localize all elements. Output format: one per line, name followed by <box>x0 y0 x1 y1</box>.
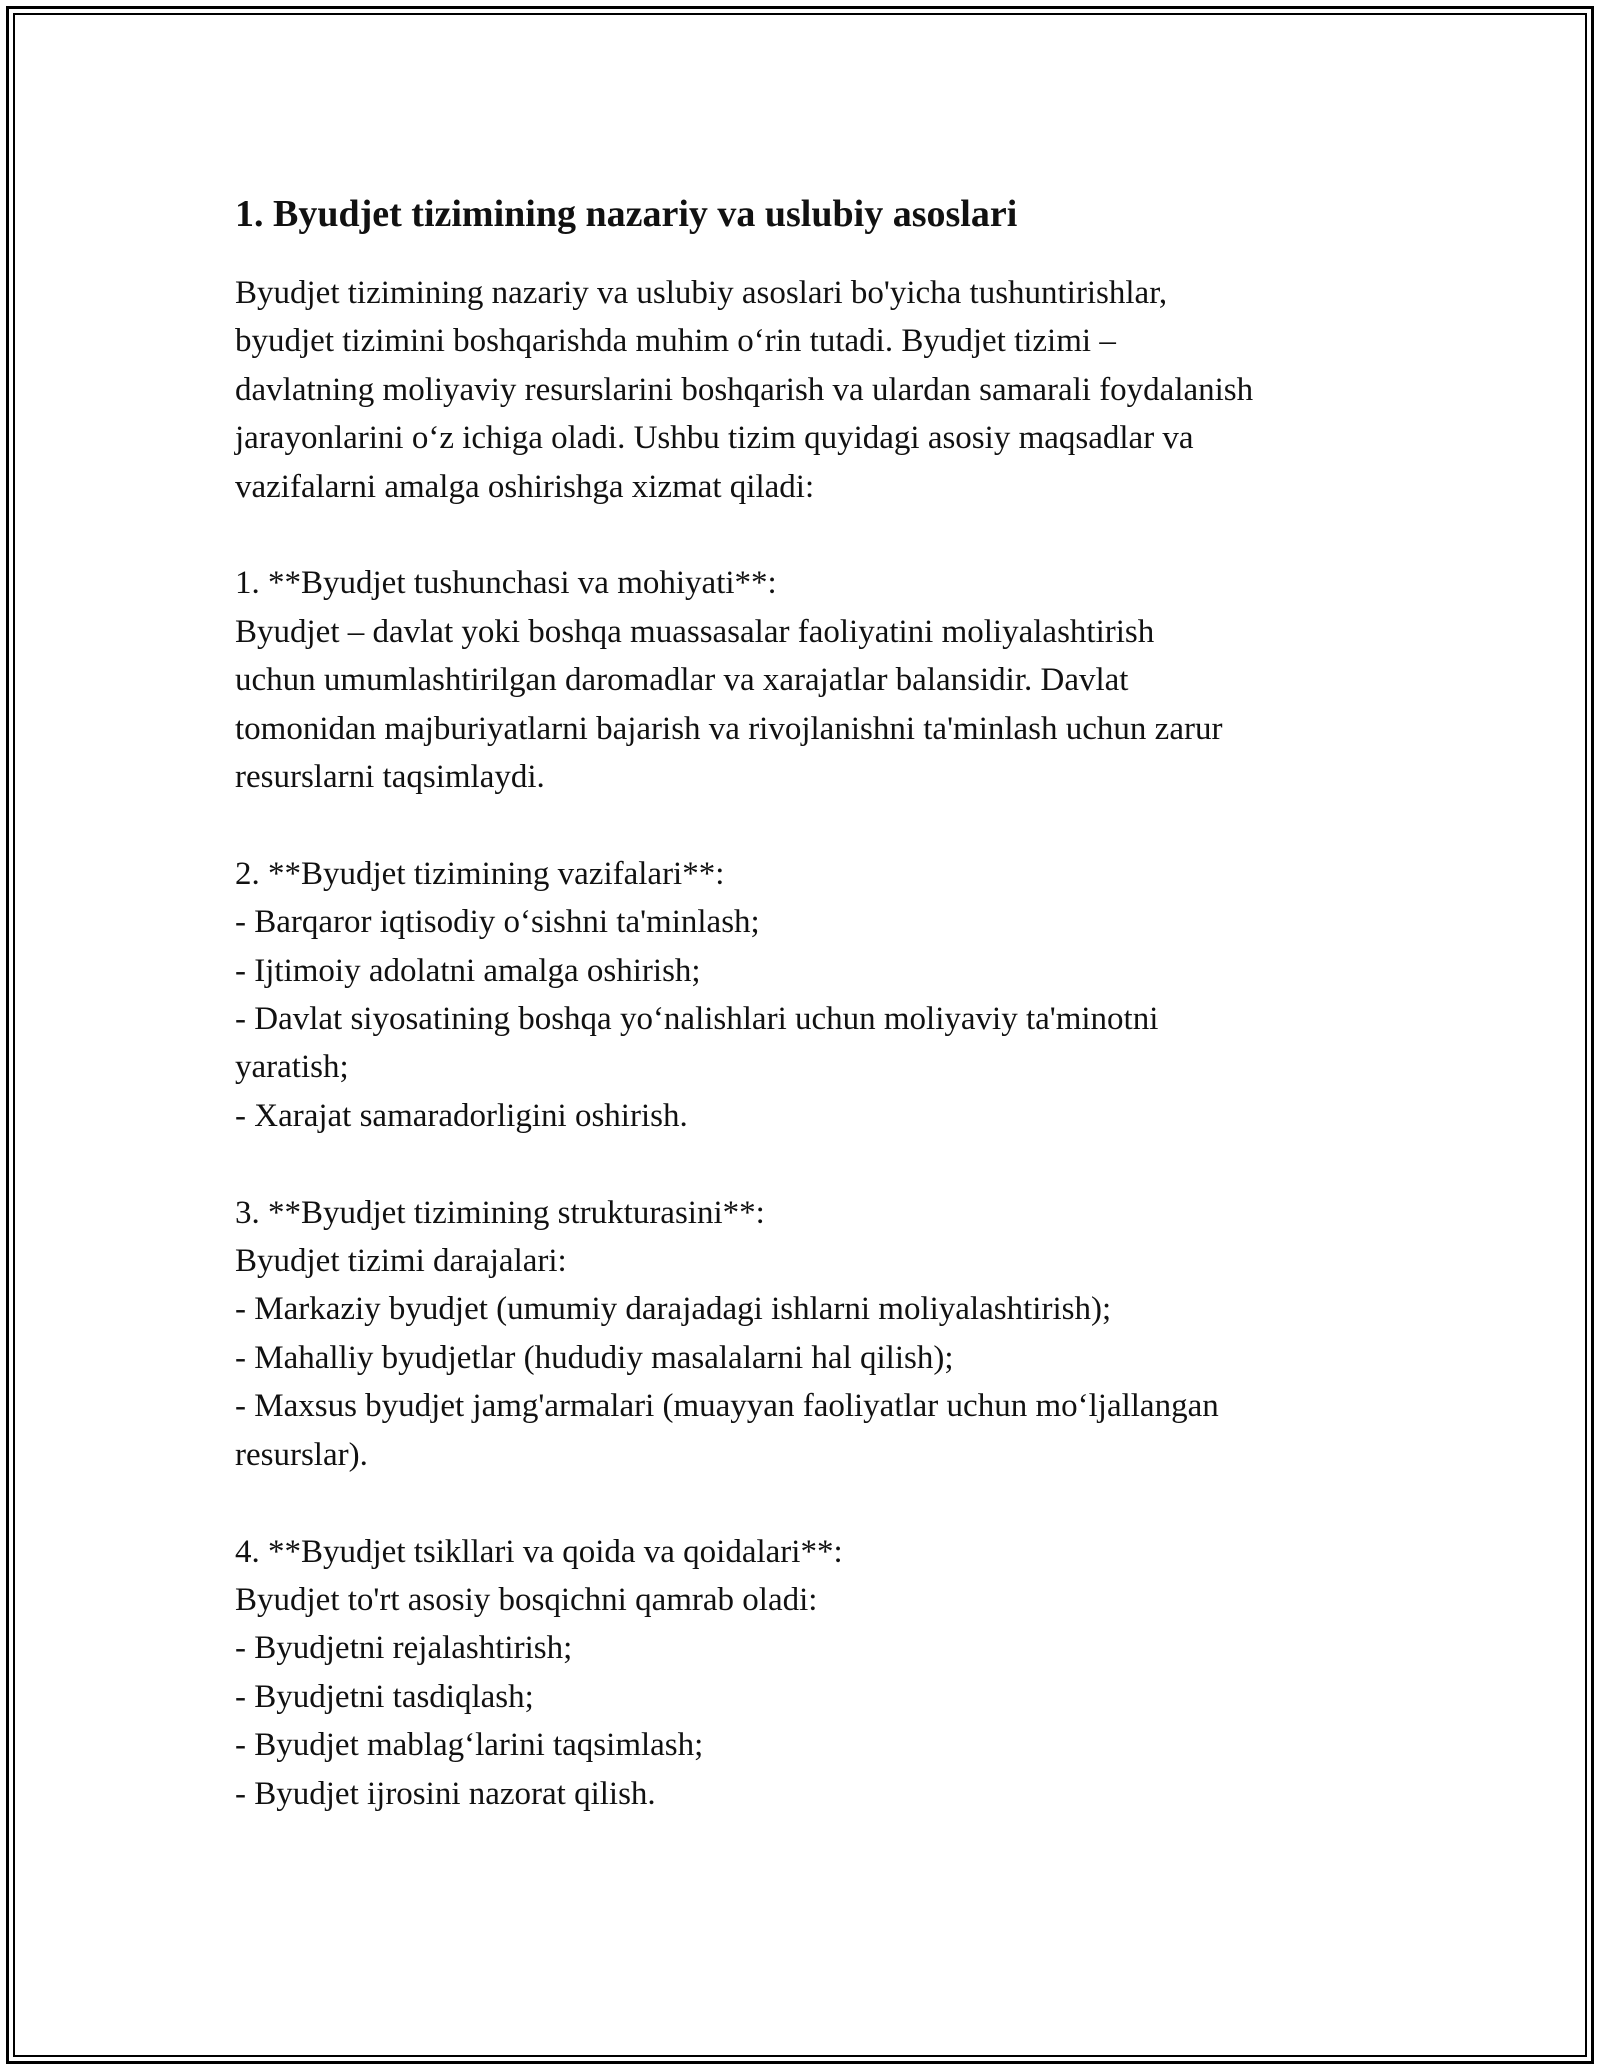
intro-paragraph: Byudjet tizimining nazariy va uslubiy asoslari bo'yicha tushuntirishlar, byudjet tizimini boshqarishda muhim o‘rin tutadi. Byudjet tizimi – davlatning moliyaviy resurslarini boshqarish va ulardan samarali foydalanish jarayonlarini o‘z ichiga oladi. Ushbu tizim quyidagi asosiy maqsadlar va vazifalarni amalga oshirishga xizmat qiladi: <box>235 275 1254 505</box>
section-budget-structure: 3. **Byudjet tizimining strukturasini**: Byudjet tizimi darajalari: - Markaziy byudjet (umumiy darajadagi ishlarni moliyalashtirish); - Mahalliy byudjetlar (hududiy masalalarni hal qilish); - Maxsus byudjet jamg'armalari (muayyan faoliyatlar uchun mo‘ljallangan resurslar). <box>235 1194 1219 1473</box>
paragraph-gap <box>235 801 1415 849</box>
section-budget-concept: 1. **Byudjet tushunchasi va mohiyati**: Byudjet – davlat yoki boshqa muassasalar faoliyatini moliyalashtirish uchun umumlashtirilgan daromadlar va xarajatlar balansidir. Davlat tomonidan majburiyatlarni bajarish va rivojlanishni ta'minlash uchun zarur resurslarni taqsimlaydi. <box>235 565 1223 796</box>
paragraph-gap <box>235 1140 1415 1188</box>
section-budget-tasks: 2. **Byudjet tizimining vazifalari**: - Barqaror iqtisodiy o‘sishni ta'minlash; - Ijtimoiy adolatni amalga oshirish; - Davlat siyosatining boshqa yo‘nalishlari uchun moliyaviy ta'minotni yaratish; - Xarajat samaradorligini oshirish. <box>235 855 1159 1134</box>
document-body <box>235 185 1415 1818</box>
paragraph-gap <box>235 1479 1415 1527</box>
paragraph-gap <box>235 511 1415 559</box>
document-title: 1. Byudjet tizimining nazariy va uslubiy asoslari <box>235 193 1018 235</box>
section-budget-cycles: 4. **Byudjet tsikllari va qoida va qoidalari**: Byudjet to'rt asosiy bosqichni qamrab oladi: - Byudjetni rejalashtirish; - Byudjetni tasdiqlash; - Byudjet mablag‘larini taqsimlash; - Byudjet ijrosini nazorat qilish. <box>235 1533 843 1812</box>
